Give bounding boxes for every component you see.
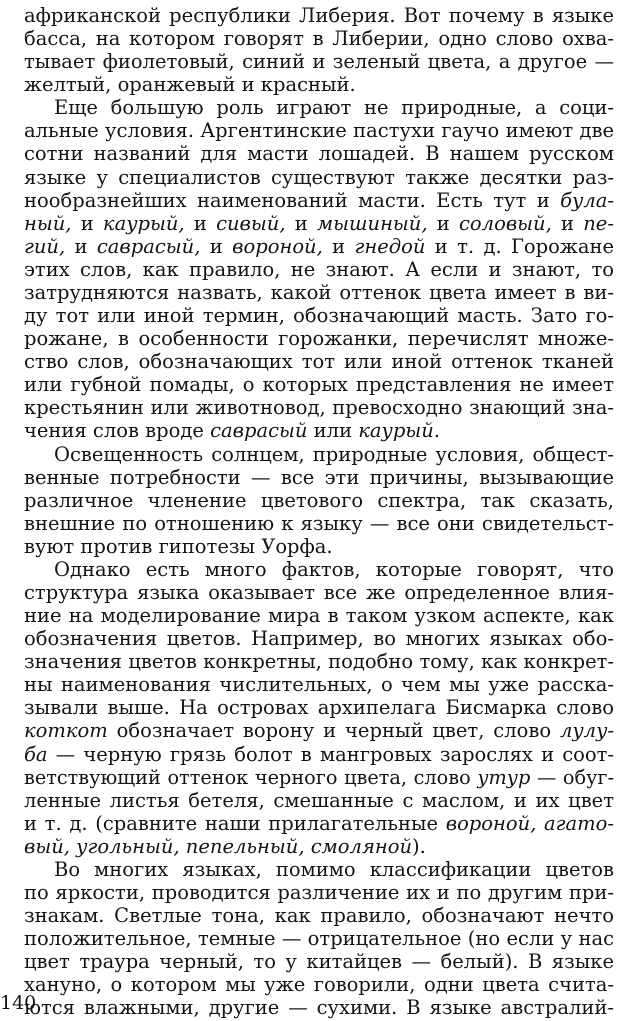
text-line [24,949,614,975]
text-run: Во многих языках, помимо классификации цветов [54,857,614,881]
italic-term: саврасый, [96,234,201,258]
text-run: и [285,211,317,235]
text-run: вуют против гипотезы Уорфа. [24,534,333,558]
text-run: ду тот или иной термин, обозначающий масть. Зато го- [24,304,614,328]
text-run: ленные листья бетеля, смешанные с маслом, и их цвет [24,788,614,812]
italic-term: саврасый [210,419,308,443]
text-run: или губной помады, о которых представления не имеет [24,373,614,397]
text-run: структура языка оказывает все же определенное влия- [24,581,614,604]
page-number: 140 [0,992,37,1014]
text-run: и [200,234,233,258]
text-run: ются влажными, другие — сухими. В языке австралий- [24,996,614,1020]
text-run: венные потребности — все эти причины, вызывающие [24,465,614,489]
italic-term: каурый, [102,211,185,235]
italic-term: гнедой [354,234,426,258]
text-run: и [322,234,355,258]
text-run: ние на моделирование мира в таком узком аспекте, как [24,604,614,628]
italic-term: вый, угольный, пепельный, смоляной [24,834,413,858]
text-run: и [71,211,103,235]
italic-term: каурый. [358,419,440,443]
text-run: и [551,211,584,235]
italic-term: мышиный, [316,211,428,235]
italic-term: лулу- [559,719,614,743]
text-run: нообразнейших наименований масти. Есть тут и [24,188,561,212]
text-run: языке у специалистов существуют также десятки раз- [24,165,614,189]
text-run: хануно, о котором мы уже говорили, одни цвета счита- [24,973,614,997]
text-run: обозначения цветов. Например, во многих языках обо- [24,627,614,651]
text-run: и [184,211,217,235]
text-run: — обуг- [530,765,614,789]
text-run: ство слов, обозначающих тот или иной оттенок тканей [24,350,614,374]
text-run: и т. д. (сравните наши прилагательные [24,811,446,835]
text-run: ветствующий оттенок черного цвета, слово [24,765,478,789]
text-line [24,765,614,791]
text-run: — черную грязь болот в мангровых зарослях и соот- [47,742,614,766]
text-run: или [307,419,359,443]
text-run: крестьянин или животновод, превосходно знающий зна- [24,396,614,420]
text-line [24,372,614,398]
text-run: зывали выше. На островах архипелага Бисмарка слово [24,696,614,720]
text-line [24,188,614,214]
text-run: и [65,234,97,258]
text-run: сотни названий для масти лошадей. В нашем русском [24,142,614,166]
text-run: обозначает ворону и черный цвет, слово [107,719,560,743]
italic-term: ба [24,742,48,766]
italic-term: сивый, [216,211,286,235]
text-run: Освещенность солнцем, природные условия, общест- [54,442,614,466]
text-run: тывает фиолетовый, синий и зеленый цвета, а другое — [24,50,614,74]
text-run: чения слов вроде [24,419,211,443]
text-run: различное членение цветового спектра, так сказать, [24,488,614,512]
text-run: значения цветов конкретны, подобно тому, как конкрет- [24,650,614,674]
italic-term: гий, [24,234,66,258]
italic-term: вороной, агато- [445,811,614,835]
text-run: положительное, темные — отрицательное (но если у нас [24,927,614,951]
text-line [24,995,614,1021]
text-run: басса, на котором говорят в Либерии, одно слово охва- [24,27,614,51]
text-run: альные условия. Аргентинские пастухи гаучо имеют две [24,119,614,143]
text-run: знакам. Светлые тона, как правило, обозначают нечто [24,904,614,928]
italic-term: соловый, [459,211,552,235]
text-run: внешние по отношению к языку — все они свидетельст- [24,511,614,535]
book-page [24,0,614,1018]
text-run: цвет траура черный, то у китайцев — белый). В языке [24,950,614,974]
italic-term: утур [477,765,531,789]
italic-term: була- [560,188,614,212]
text-run: Однако есть много фактов, которые говорят, что [54,557,614,581]
italic-term: коткот [24,719,108,743]
text-run: этих слов, как правило, не знают. А если и знают, то [24,257,614,281]
text-run: и т. д. Горожане [425,234,614,258]
text-run: Еще большую роль играют не природные, а соци- [54,96,614,120]
text-run: рожане, в особенности горожанки, перечислят множе- [24,327,614,351]
italic-term: пе- [583,211,614,235]
italic-term: ный, [24,211,72,235]
text-run: и [427,211,459,235]
text-run: ны наименования числительных, о чем мы уже расска- [24,673,614,697]
text-run: ). [412,834,426,858]
text-run: по яркости, проводится различение их и по другим при- [24,881,614,905]
italic-term: вороной, [232,234,323,258]
text-run: африканской республики Либерия. Вот почему в языке [24,4,614,27]
text-line [24,557,614,583]
text-run: затрудняются назвать, какой оттенок цвета имеет в ви- [24,280,614,304]
text-run: желтый, оранжевый и красный. [24,73,356,97]
